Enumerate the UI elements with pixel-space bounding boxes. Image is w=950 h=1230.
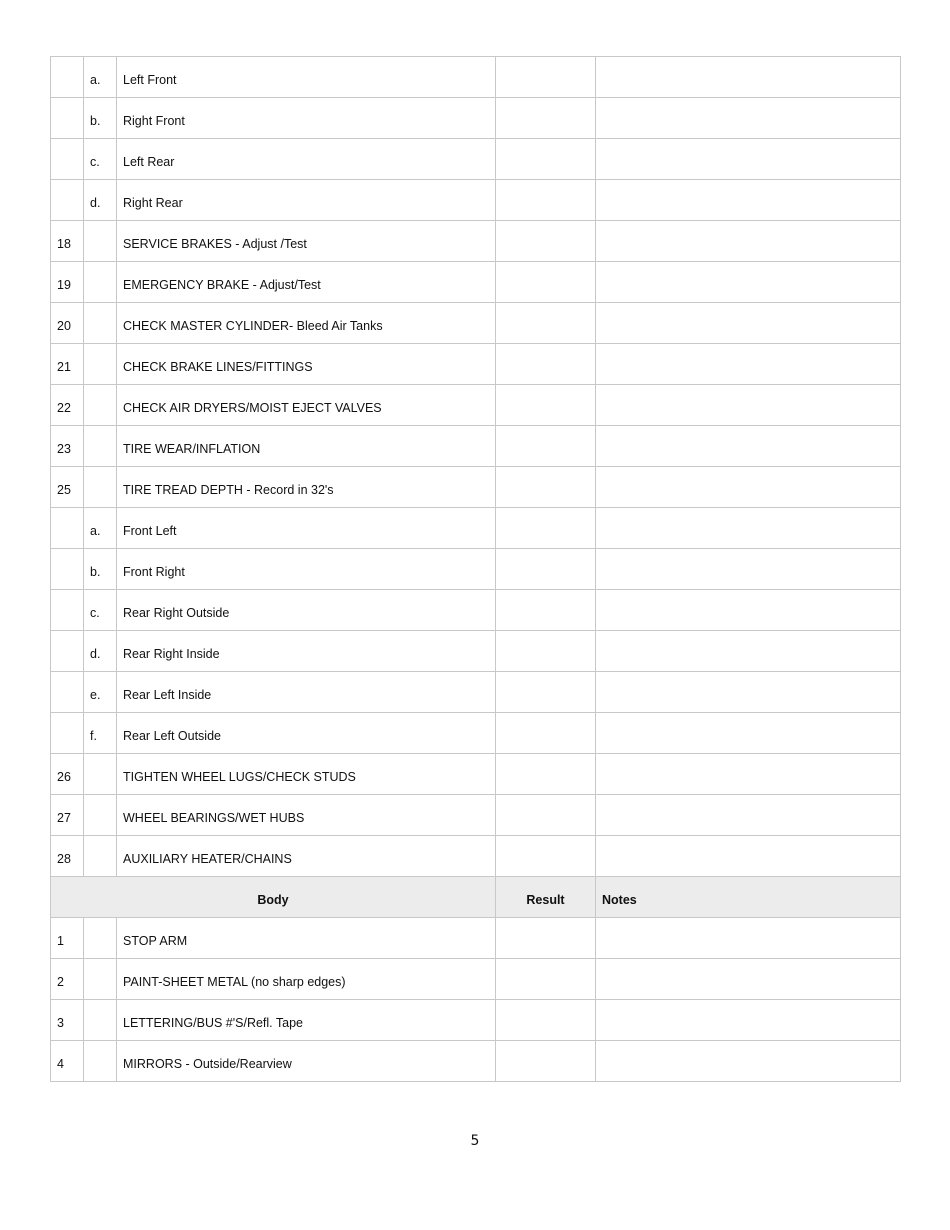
table-row <box>51 57 901 98</box>
notes-column-header: Notes <box>596 877 901 918</box>
result-cell[interactable] <box>496 672 596 713</box>
table-row <box>51 590 901 631</box>
sub-item-letter: a. <box>84 57 117 98</box>
result-cell[interactable] <box>496 98 596 139</box>
result-cell[interactable] <box>496 139 596 180</box>
result-cell[interactable] <box>496 180 596 221</box>
notes-cell[interactable] <box>596 508 901 549</box>
item-description: Rear Left Inside <box>117 672 496 713</box>
item-number <box>51 549 84 590</box>
table-row <box>51 1041 901 1082</box>
notes-cell[interactable] <box>596 385 901 426</box>
result-cell[interactable] <box>496 590 596 631</box>
item-description: CHECK AIR DRYERS/MOIST EJECT VALVES <box>117 385 496 426</box>
item-description: Rear Right Inside <box>117 631 496 672</box>
table-row <box>51 180 901 221</box>
notes-cell[interactable] <box>596 139 901 180</box>
notes-cell[interactable] <box>596 262 901 303</box>
notes-cell[interactable] <box>596 918 901 959</box>
sub-item-letter <box>84 385 117 426</box>
item-number: 27 <box>51 795 84 836</box>
item-number <box>51 508 84 549</box>
item-number <box>51 631 84 672</box>
notes-cell[interactable] <box>596 754 901 795</box>
notes-cell[interactable] <box>596 959 901 1000</box>
result-cell[interactable] <box>496 918 596 959</box>
item-number: 20 <box>51 303 84 344</box>
page-number: 5 <box>470 1133 480 1149</box>
notes-cell[interactable] <box>596 631 901 672</box>
sub-item-letter <box>84 1041 117 1082</box>
table-row <box>51 385 901 426</box>
sub-item-letter <box>84 303 117 344</box>
sub-item-letter: a. <box>84 508 117 549</box>
result-cell[interactable] <box>496 57 596 98</box>
item-description: EMERGENCY BRAKE - Adjust/Test <box>117 262 496 303</box>
table-row <box>51 713 901 754</box>
table-row <box>51 549 901 590</box>
table-row <box>51 344 901 385</box>
item-number <box>51 672 84 713</box>
item-number <box>51 57 84 98</box>
item-description: Rear Left Outside <box>117 713 496 754</box>
notes-cell[interactable] <box>596 1041 901 1082</box>
sub-item-letter <box>84 1000 117 1041</box>
table-row <box>51 631 901 672</box>
sub-item-letter: c. <box>84 590 117 631</box>
notes-cell[interactable] <box>596 549 901 590</box>
item-number <box>51 139 84 180</box>
notes-cell[interactable] <box>596 98 901 139</box>
item-number: 26 <box>51 754 84 795</box>
item-number <box>51 713 84 754</box>
item-description: TIRE TREAD DEPTH - Record in 32's <box>117 467 496 508</box>
item-description: CHECK BRAKE LINES/FITTINGS <box>117 344 496 385</box>
item-description: Right Front <box>117 98 496 139</box>
sub-item-letter <box>84 344 117 385</box>
table-row <box>51 672 901 713</box>
item-description: Rear Right Outside <box>117 590 496 631</box>
notes-cell[interactable] <box>596 1000 901 1041</box>
notes-cell[interactable] <box>596 795 901 836</box>
result-cell[interactable] <box>496 631 596 672</box>
table-row <box>51 98 901 139</box>
item-number: 18 <box>51 221 84 262</box>
item-description: STOP ARM <box>117 918 496 959</box>
item-description: Front Left <box>117 508 496 549</box>
sub-item-letter <box>84 262 117 303</box>
inspection-rows-body <box>51 918 901 1082</box>
table-row <box>51 467 901 508</box>
item-number: 23 <box>51 426 84 467</box>
item-number: 19 <box>51 262 84 303</box>
sub-item-letter <box>84 918 117 959</box>
notes-cell[interactable] <box>596 303 901 344</box>
sub-item-letter: f. <box>84 713 117 754</box>
sub-item-letter <box>84 795 117 836</box>
item-number <box>51 180 84 221</box>
body-section-header <box>51 877 901 918</box>
sub-item-letter: b. <box>84 549 117 590</box>
table-row <box>51 754 901 795</box>
item-description: Right Rear <box>117 180 496 221</box>
result-cell[interactable] <box>496 959 596 1000</box>
item-number: 21 <box>51 344 84 385</box>
item-number: 22 <box>51 385 84 426</box>
notes-cell[interactable] <box>596 713 901 754</box>
item-description: AUXILIARY HEATER/CHAINS <box>117 836 496 877</box>
result-cell[interactable] <box>496 344 596 385</box>
item-number: 28 <box>51 836 84 877</box>
item-number: 1 <box>51 918 84 959</box>
sub-item-letter: d. <box>84 180 117 221</box>
table-row <box>51 221 901 262</box>
sub-item-letter: d. <box>84 631 117 672</box>
notes-cell[interactable] <box>596 836 901 877</box>
item-description: WHEEL BEARINGS/WET HUBS <box>117 795 496 836</box>
result-cell[interactable] <box>496 549 596 590</box>
result-cell[interactable] <box>496 754 596 795</box>
sub-item-letter <box>84 221 117 262</box>
inspection-rows-top <box>51 57 901 877</box>
table-row <box>51 918 901 959</box>
section-title: Body <box>51 877 496 918</box>
table-row <box>51 262 901 303</box>
item-number: 3 <box>51 1000 84 1041</box>
item-number <box>51 98 84 139</box>
table-row <box>51 795 901 836</box>
sub-item-letter <box>84 836 117 877</box>
result-cell[interactable] <box>496 508 596 549</box>
sub-item-letter <box>84 754 117 795</box>
sub-item-letter <box>84 959 117 1000</box>
sub-item-letter: c. <box>84 139 117 180</box>
item-description: Left Rear <box>117 139 496 180</box>
sub-item-letter: b. <box>84 98 117 139</box>
table-row <box>51 303 901 344</box>
result-cell[interactable] <box>496 1000 596 1041</box>
notes-cell[interactable] <box>596 57 901 98</box>
table-row <box>51 508 901 549</box>
notes-cell[interactable] <box>596 672 901 713</box>
table-row <box>51 836 901 877</box>
body-section-header-group <box>51 877 901 918</box>
item-description: CHECK MASTER CYLINDER- Bleed Air Tanks <box>117 303 496 344</box>
item-description: Left Front <box>117 57 496 98</box>
result-cell[interactable] <box>496 426 596 467</box>
sub-item-letter <box>84 467 117 508</box>
inspection-table <box>50 56 901 1082</box>
result-cell[interactable] <box>496 262 596 303</box>
table-row <box>51 139 901 180</box>
notes-cell[interactable] <box>596 344 901 385</box>
item-description: TIRE WEAR/INFLATION <box>117 426 496 467</box>
item-description: Front Right <box>117 549 496 590</box>
result-column-header: Result <box>496 877 596 918</box>
item-description: PAINT-SHEET METAL (no sharp edges) <box>117 959 496 1000</box>
result-cell[interactable] <box>496 221 596 262</box>
sub-item-letter <box>84 426 117 467</box>
result-cell[interactable] <box>496 467 596 508</box>
item-description: LETTERING/BUS #'S/Refl. Tape <box>117 1000 496 1041</box>
item-description: MIRRORS - Outside/Rearview <box>117 1041 496 1082</box>
result-cell[interactable] <box>496 795 596 836</box>
result-cell[interactable] <box>496 836 596 877</box>
notes-cell[interactable] <box>596 467 901 508</box>
item-number <box>51 590 84 631</box>
item-number: 2 <box>51 959 84 1000</box>
notes-cell[interactable] <box>596 590 901 631</box>
table-row <box>51 959 901 1000</box>
table-row <box>51 1000 901 1041</box>
result-cell[interactable] <box>496 1041 596 1082</box>
result-cell[interactable] <box>496 303 596 344</box>
table-row <box>51 426 901 467</box>
result-cell[interactable] <box>496 385 596 426</box>
item-number: 4 <box>51 1041 84 1082</box>
item-description: TIGHTEN WHEEL LUGS/CHECK STUDS <box>117 754 496 795</box>
notes-cell[interactable] <box>596 426 901 467</box>
item-number: 25 <box>51 467 84 508</box>
item-description: SERVICE BRAKES - Adjust /Test <box>117 221 496 262</box>
notes-cell[interactable] <box>596 221 901 262</box>
sub-item-letter: e. <box>84 672 117 713</box>
notes-cell[interactable] <box>596 180 901 221</box>
result-cell[interactable] <box>496 713 596 754</box>
